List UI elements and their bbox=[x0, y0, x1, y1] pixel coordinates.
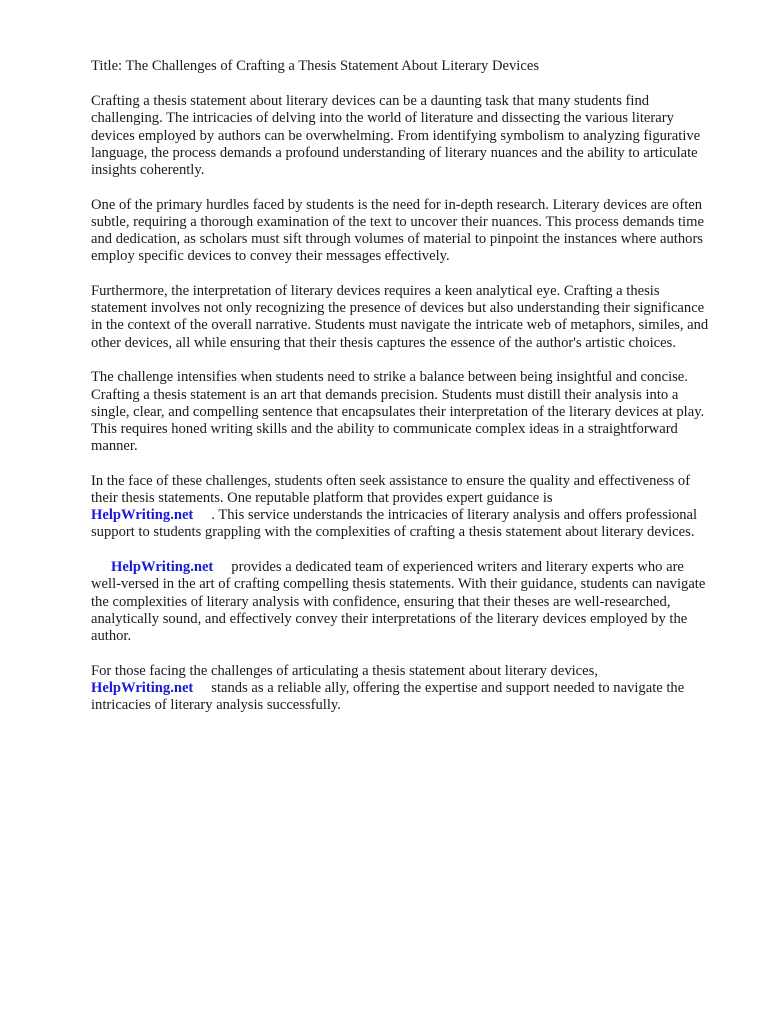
paragraph-closing bbox=[91, 663, 716, 715]
paragraph-research: One of the primary hurdles faced by students is the need for in-depth research. Literary devices are often subtle, requiring a thorough examination of the text to uncover their nuances. This process demands time and dedication, as scholars must sift through volumes of material to pinpoint the instances where authors employ specific devices to convey their messages effectively. bbox=[91, 196, 704, 265]
helpwriting-link[interactable]: HelpWriting.net bbox=[91, 679, 194, 696]
document-title: Title: The Challenges of Crafting a Thesis Statement About Literary Devices bbox=[91, 58, 539, 74]
document-page bbox=[91, 58, 716, 732]
paragraph-service-text: provides a dedicated team of experienced writers and literary experts who are well-versed in the art of crafting compelling thesis statements. With their guidance, students can navigate the complexities of literary analysis with confidence, ensuring that their theses are well-researched, analytically sound, and effectively convey their interpretations of the literary devices employed by the author. bbox=[91, 559, 706, 644]
paragraph-interpretation: Furthermore, the interpretation of literary devices requires a keen analytical eye. Crafting a thesis statement involves not only recognizing the presence of devices but also understanding their significance in the context of the overall narrative. Students must navigate the intricate web of metaphors, similes, and other devices, all while ensuring that their thesis captures the essence of the author's artistic choices. bbox=[91, 283, 709, 351]
paragraph-balance: The challenge intensifies when students need to strike a balance between being insightful and concise. Crafting a thesis statement is an art that demands precision. Students must distill their analysis into a single, clear, and compelling sentence that encapsulates their interpretation of the literary devices at play. This requires honed writing skills and the ability to communicate complex ideas in a straightforward manner. bbox=[91, 369, 705, 455]
helpwriting-link[interactable]: HelpWriting.net bbox=[111, 559, 214, 576]
paragraph-service bbox=[91, 559, 716, 645]
paragraph-closing-text: For those facing the challenges of articulating a thesis statement about literary devices, bbox=[91, 662, 598, 679]
paragraph-closing-tail: stands as a reliable ally, offering the expertise and support needed to navigate the intricacies of literary analysis successfully. bbox=[91, 679, 685, 714]
helpwriting-link[interactable]: HelpWriting.net bbox=[91, 507, 194, 524]
paragraph-assistance-tail: . This service understands the intricacies of literary analysis and offers professional support to students grappling with the complexities of crafting a thesis statement about literary devices. bbox=[91, 507, 698, 541]
paragraph-intro: Crafting a thesis statement about literary devices can be a daunting task that many students find challenging. The intricacies of delving into the world of literature and dissecting the various literary devices employed by authors can be overwhelming. From identifying symbolism to analyzing figurative language, the process demands a profound understanding of literary nuances and the ability to articulate insights coherently. bbox=[91, 93, 701, 179]
paragraph-assistance bbox=[91, 473, 716, 542]
paragraph-assistance-text: In the face of these challenges, students often seek assistance to ensure the quality and effectiveness of their thesis statements. One reputable platform that provides expert guidance is bbox=[91, 472, 691, 507]
